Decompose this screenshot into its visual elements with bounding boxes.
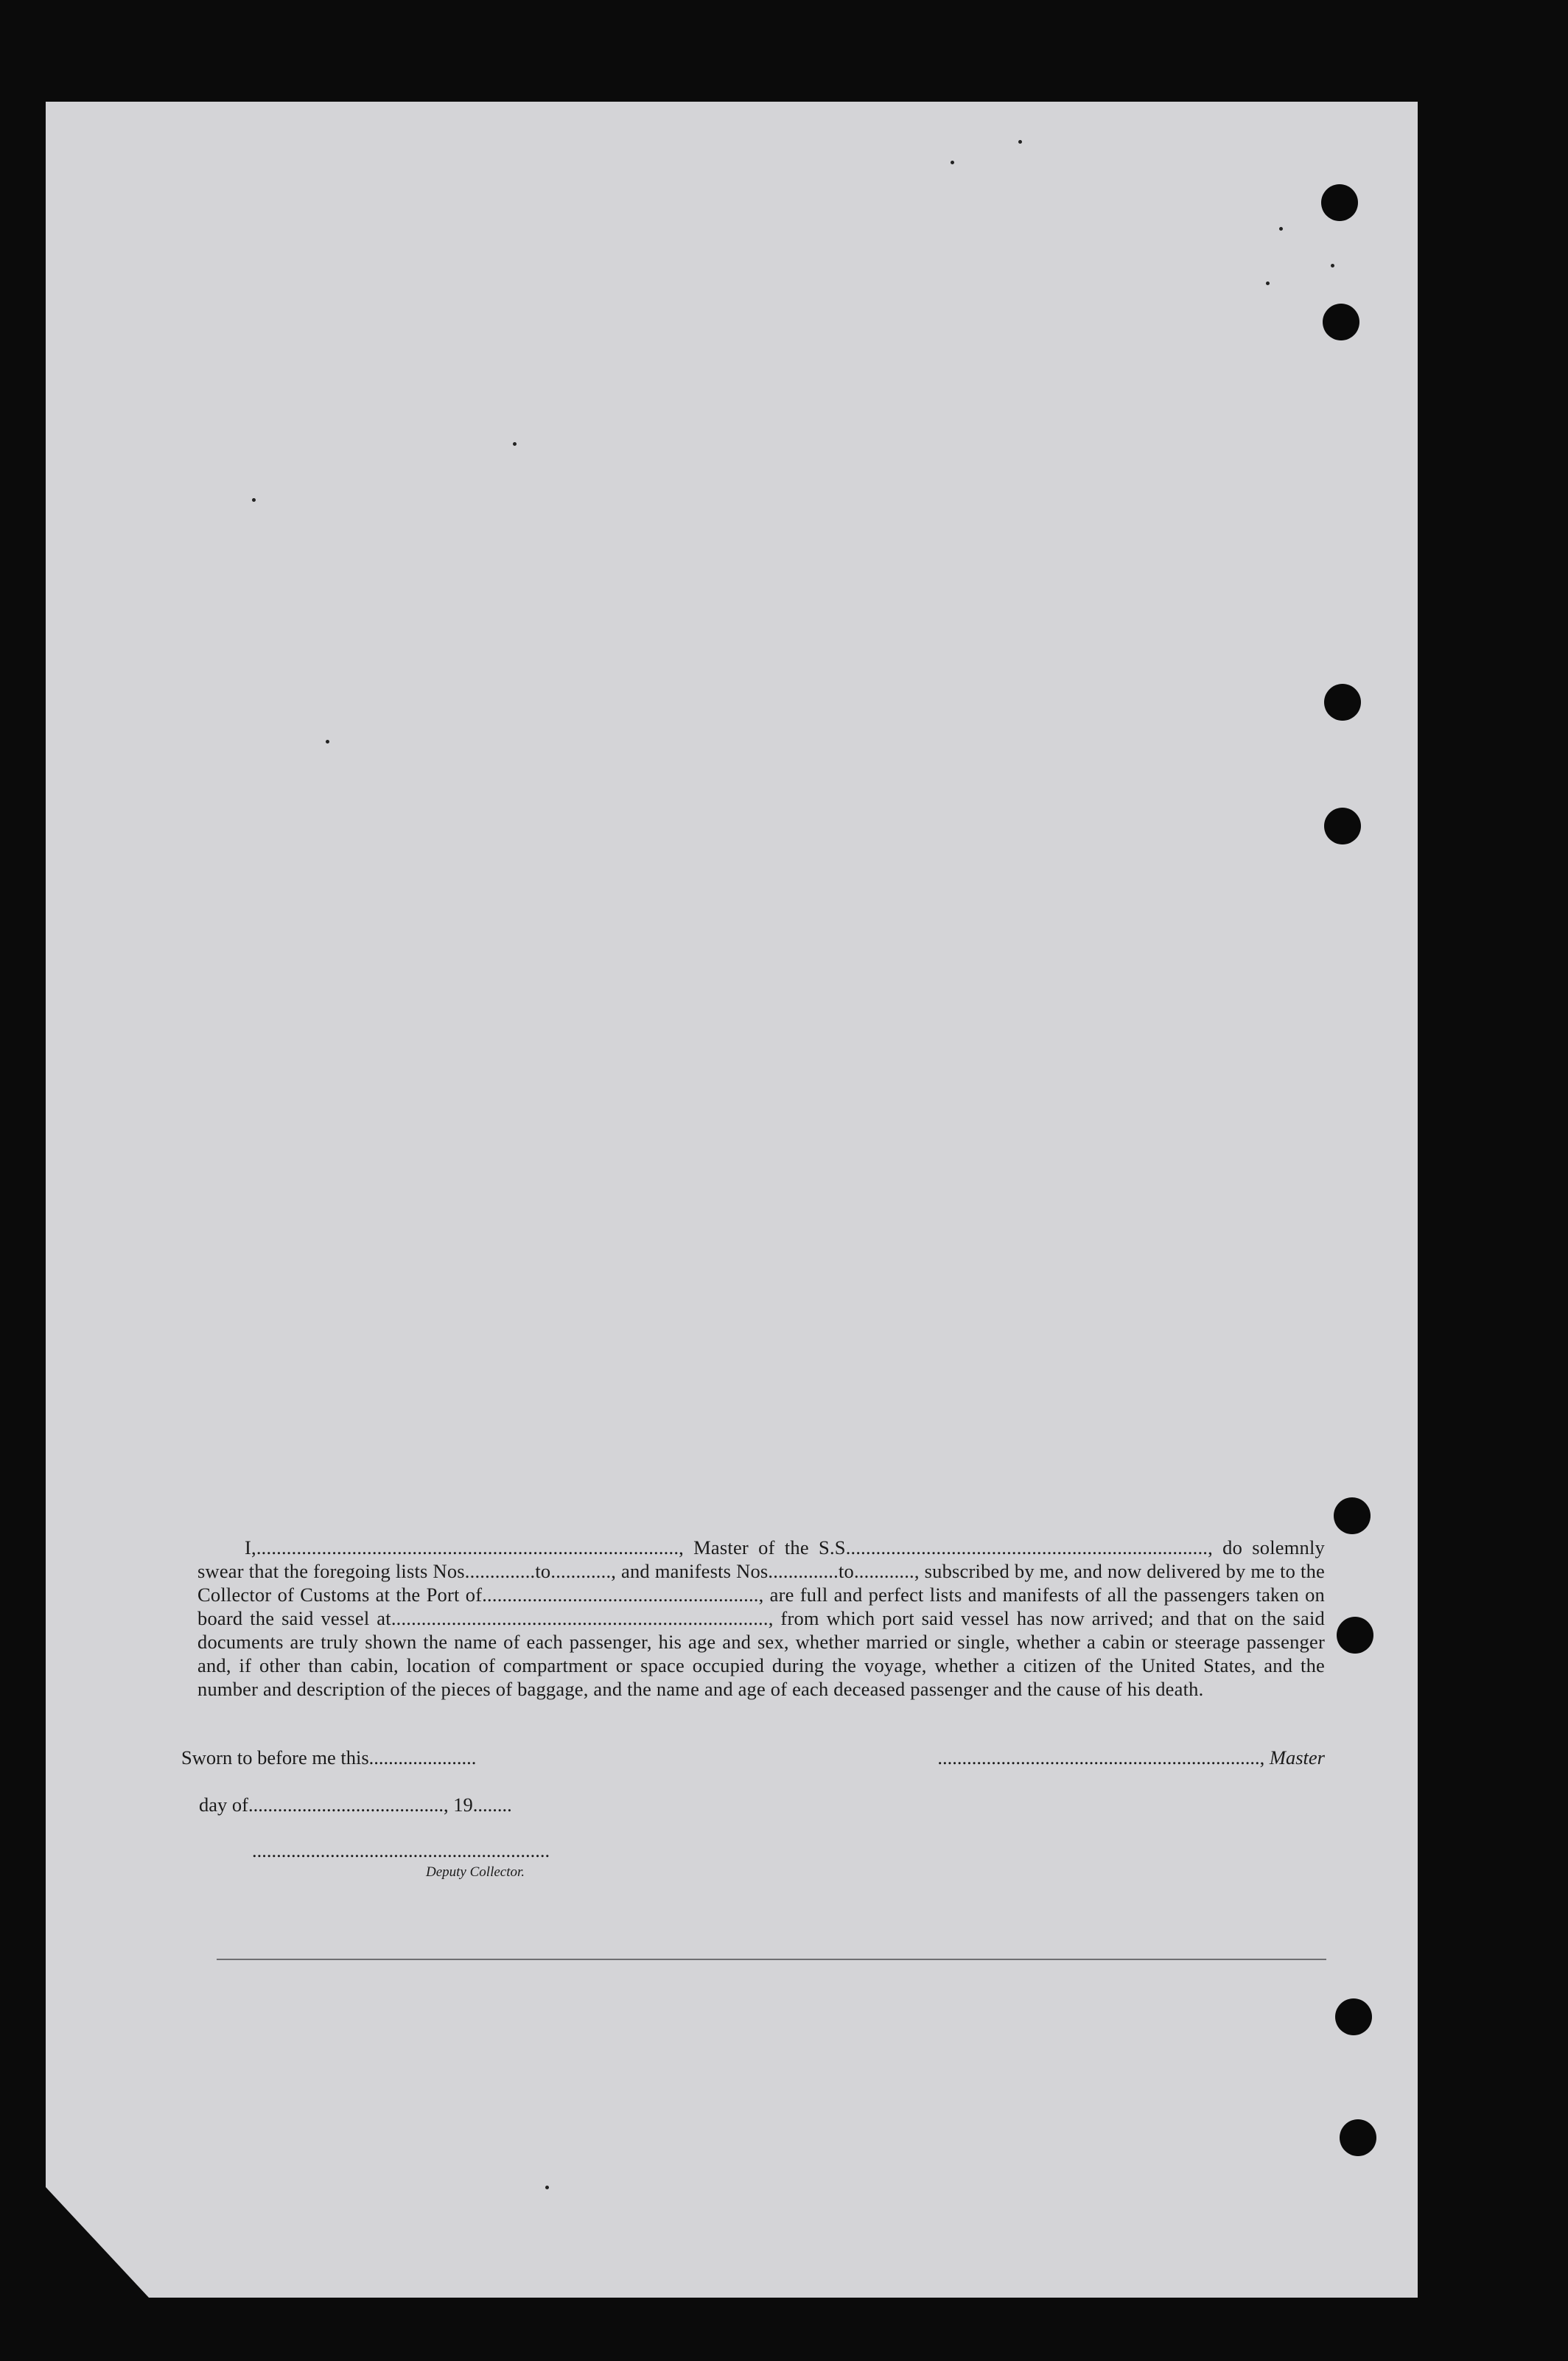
speck — [545, 2186, 549, 2189]
binder-hole-8 — [1340, 2119, 1376, 2156]
binder-hole-6 — [1337, 1617, 1373, 1654]
speck — [1279, 227, 1283, 231]
sworn-before-line: Sworn to before me this...................... — [181, 1746, 477, 1769]
speck — [326, 740, 329, 744]
binder-hole-4 — [1324, 808, 1361, 844]
deputy-signature-line: ............................................................. — [252, 1839, 550, 1861]
binder-hole-7 — [1335, 1998, 1372, 2035]
speck — [513, 442, 517, 446]
master-signature-line — [867, 1746, 1325, 1769]
document-page — [46, 102, 1418, 2298]
horizontal-rule — [217, 1959, 1326, 1960]
speck — [951, 161, 954, 164]
binder-hole-1 — [1321, 184, 1358, 221]
master-label: Master — [1269, 1746, 1325, 1769]
master-oath-paragraph — [197, 1536, 1325, 1701]
speck — [1018, 140, 1022, 144]
master-signature-dots: .................................................................., — [937, 1746, 1265, 1769]
binder-hole-2 — [1323, 304, 1359, 340]
deputy-collector-label: Deputy Collector. — [426, 1864, 525, 1880]
speck — [1266, 281, 1270, 285]
binder-hole-3 — [1324, 684, 1361, 721]
speck — [1331, 264, 1334, 267]
oath-text: I,...................................................................................., Master of the S.S........................................................................, do solemnly swear that the foregoing lists Nos..............to............, and manifests Nos..............to............, subscribed by me, and now delivered by me to the Collector of Customs at the Port of......................................................., are full and perfect lists and manifests of all the passengers taken on board the said vessel at..........................................................................., from which port said vessel has now arrived; and that on the said documents are truly shown the name of each passenger, his age and sex, whether married or single, whether a cabin or steerage passenger and, if other than cabin, location of compartment or space occupied during the voyage, whether a citizen of the United States, and the number and description of the pieces of baggage, and the name and age of each deceased passenger and the cause of his death. — [197, 1536, 1325, 1700]
speck — [252, 498, 256, 502]
binder-hole-5 — [1334, 1497, 1371, 1534]
day-of-line: day of........................................, 19........ — [199, 1794, 512, 1816]
